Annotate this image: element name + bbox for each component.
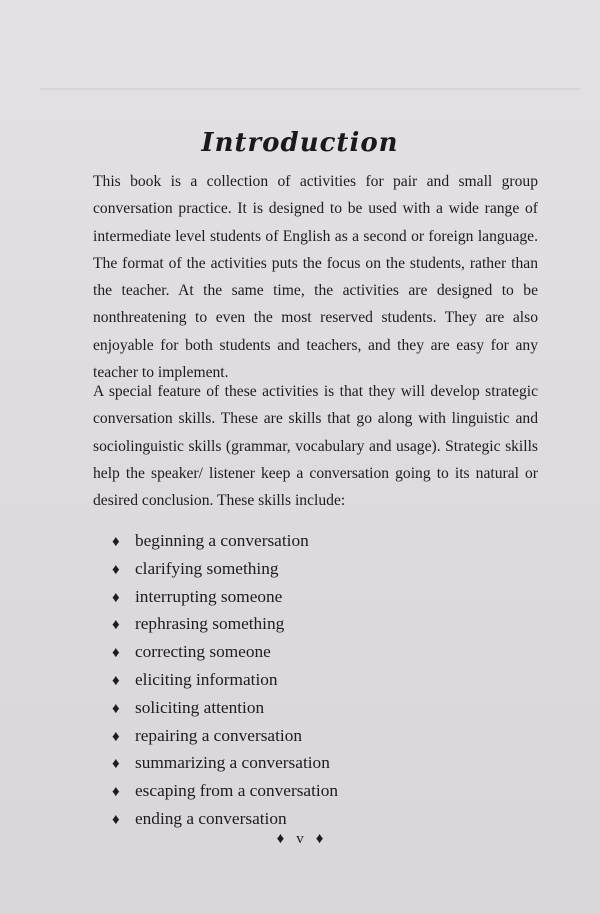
intro-paragraph-2: A special feature of these activities is that they will develop strategic conversation skills. These are skills that go along with linguistic and sociolinguistic skills (grammar, vocabulary and usage). Strategic skills help the speaker/ listener keep a conversation going to its natural or desired conclusion. These skills include: (93, 383, 538, 510)
page-title: Introduction (201, 128, 399, 158)
diamond-ornament-icon: ♦ (315, 831, 324, 847)
list-item (112, 527, 338, 555)
diamond-bullet-icon: ♦ (112, 589, 120, 606)
list-item (112, 583, 338, 611)
list-item (112, 638, 338, 666)
skill-label: clarifying something (135, 558, 279, 578)
diamond-bullet-icon: ♦ (112, 756, 120, 773)
list-item (112, 610, 338, 638)
diamond-bullet-icon: ♦ (112, 728, 120, 745)
diamond-bullet-icon: ♦ (112, 700, 120, 717)
skill-label: eliciting information (135, 669, 278, 689)
diamond-bullet-icon: ♦ (112, 561, 120, 578)
list-item (112, 722, 338, 750)
skill-label: escaping from a conversation (135, 781, 338, 801)
skill-label: correcting someone (135, 642, 271, 662)
diamond-bullet-icon: ♦ (112, 617, 120, 634)
diamond-bullet-icon: ♦ (112, 645, 120, 662)
skill-label: summarizing a conversation (135, 753, 330, 773)
diamond-bullet-icon: ♦ (112, 534, 120, 550)
page-number: v (296, 831, 304, 847)
diamond-ornament-icon: ♦ (276, 831, 285, 847)
list-item (112, 555, 338, 583)
diamond-bullet-icon: ♦ (112, 811, 120, 828)
skill-label: ending a conversation (135, 808, 287, 828)
page-number-footer (0, 831, 600, 848)
skill-label: rephrasing something (135, 614, 285, 634)
list-item (112, 666, 338, 694)
list-item (112, 805, 338, 833)
skills-list (112, 527, 338, 833)
skill-label: repairing a conversation (135, 725, 302, 745)
diamond-bullet-icon: ♦ (112, 672, 120, 689)
skill-label: beginning a conversation (135, 531, 309, 550)
diamond-bullet-icon: ♦ (112, 784, 120, 801)
intro-paragraph-1: This book is a collection of activities for pair and small group conversation practice. It is designed to be used with a wide range of intermediate level students of English as a second or foreign language. The format of the activities puts the focus on the students, rather than the teacher. At the same time, the activities are designed to be nonthreatening to even the most reserved students. They are also enjoyable for both students and teachers, and they are easy for any teacher to implement. (93, 173, 538, 382)
skill-label: interrupting someone (135, 586, 283, 606)
list-item (112, 749, 338, 777)
bleed-through-rule (40, 88, 580, 90)
list-item (112, 777, 338, 805)
list-item (112, 694, 338, 722)
skill-label: soliciting attention (135, 697, 265, 717)
